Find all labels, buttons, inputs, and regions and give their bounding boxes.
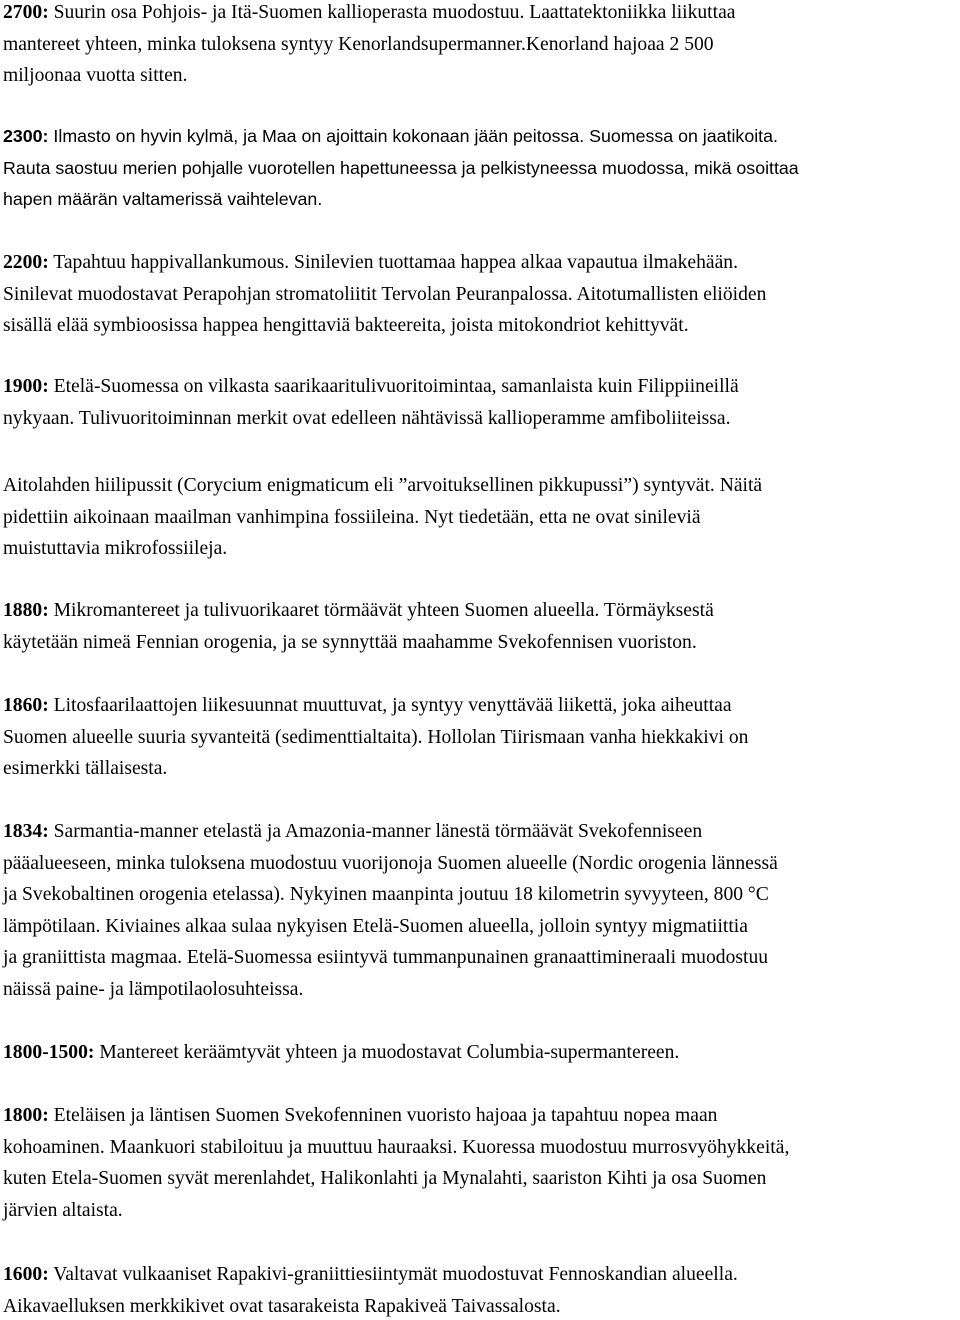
paragraph-2700 bbox=[3, 0, 735, 92]
paragraph-line bbox=[3, 1037, 679, 1069]
paragraph-1800 bbox=[3, 1100, 789, 1226]
year-label: 1880: bbox=[3, 600, 49, 621]
year-label: 2200: bbox=[3, 252, 49, 273]
paragraph-text: Mikromantereet ja tulivuorikaaret törmäävät yhteen Suomen alueella. Törmäyksestä bbox=[48, 600, 714, 621]
paragraph-line: Suomen alueelle suuria syvanteitä (sedimenttialtaita). Hollolan Tiirismaan vanha hiekkakivi on bbox=[3, 726, 749, 748]
year-label: 1900: bbox=[3, 376, 49, 397]
paragraph-2300 bbox=[3, 121, 799, 216]
paragraph-line bbox=[3, 247, 766, 279]
paragraph-line bbox=[3, 816, 778, 848]
paragraph-text: Ilmasto on hyvin kylmä, ja Maa on ajoittain kokonaan jään peitossa. Suomessa on jaatikoita. bbox=[48, 126, 778, 146]
paragraph-line: ja Svekobaltinen orogenia etelassa). Nykyinen maanpinta joutuu 18 kilometrin syvyyteen, 800 °C bbox=[3, 884, 769, 905]
year-label: 2700: bbox=[3, 2, 49, 23]
paragraph-line: lämpötilaan. Kiviaines alkaa sulaa nykyisen Etelä-Suomen alueella, jolloin syntyy migmatiittia bbox=[3, 915, 748, 937]
paragraph-line: sisällä elää symbioosissa happea hengittaviä bakteereita, joista mitokondriot kehittyvät. bbox=[3, 315, 689, 336]
paragraph-text: Tapahtuu happivallankumous. Sinilevien tuottamaa happea alkaa vapautua ilmakehään. bbox=[48, 252, 738, 273]
paragraph-1800-1500 bbox=[3, 1037, 679, 1069]
year-label: 1600: bbox=[3, 1264, 49, 1285]
paragraph-2200 bbox=[3, 247, 766, 342]
paragraph-text: Valtavat vulkaaniset Rapakivi-graniittiesiintymät muodostuvat Fennoskandian alueella. bbox=[48, 1264, 738, 1285]
year-label: 1800-1500: bbox=[3, 1042, 95, 1063]
paragraph-text: Suurin osa Pohjois- ja Itä-Suomen kallioperasta muodostuu. Laattatektoniikka liikuttaa bbox=[48, 2, 736, 23]
paragraph-text: Litosfaarilaattojen liikesuunnat muuttuvat, ja syntyy venyttävää liikettä, joka aiheuttaa bbox=[48, 695, 732, 716]
paragraph-line bbox=[3, 690, 748, 722]
paragraph-line: käytetään nimeä Fennian orogenia, ja se synnyttää maahamme Svekofennisen vuoriston. bbox=[3, 631, 697, 653]
paragraph-line: kuten Etela-Suomen syvät merenlahdet, Halikonlahti ja Mynalahti, saariston Kihti ja osa Suomen bbox=[3, 1168, 767, 1189]
paragraph-1900 bbox=[3, 371, 739, 434]
paragraph-line: Aikavaelluksen merkkikivet ovat tasarakeista Rapakiveä Taivassalosta. bbox=[3, 1295, 561, 1317]
paragraph-text: Mantereet keräämtyvät yhteen ja muodostavat Columbia-supermantereen. bbox=[94, 1042, 680, 1063]
paragraph-line: mantereet yhteen, minka tuloksena syntyy Kenorlandsupermanner.Kenorland hajoaa 2 500 bbox=[3, 33, 714, 55]
paragraph-line bbox=[3, 371, 739, 403]
paragraph-line: nykyaan. Tulivuoritoiminnan merkit ovat edelleen nähtävissä kallioperamme amfiboliiteissa. bbox=[3, 407, 731, 429]
paragraph-line bbox=[3, 0, 735, 29]
year-label: 2300: bbox=[3, 126, 49, 146]
paragraph-line: miljoonaa vuotta sitten. bbox=[3, 65, 188, 86]
paragraph-text: Eteläisen ja läntisen Suomen Svekofenninen vuoristo hajoaa ja tapahtuu nopea maan bbox=[48, 1105, 718, 1126]
paragraph-line: pidettiin aikoinaan maailman vanhimpina fossiileina. Nyt tiedetään, etta ne ovat sinileviä bbox=[3, 506, 701, 528]
paragraph-aitolahden bbox=[3, 470, 762, 565]
paragraph-text: Sarmantia-manner etelastä ja Amazonia-manner länestä törmäävät Svekofenniseen bbox=[48, 821, 703, 842]
paragraph-line bbox=[3, 1100, 789, 1132]
paragraph-line bbox=[3, 595, 714, 627]
paragraph-1834 bbox=[3, 816, 778, 1005]
paragraph-line: esimerkki tällaisesta. bbox=[3, 758, 168, 779]
paragraph-line: Aitolahden hiilipussit (Corycium enigmaticum eli ”arvoituksellinen pikkupussi”) syntyvät. Näitä bbox=[3, 475, 763, 496]
paragraph-line: näissä paine- ja lämpotilaolosuhteissa. bbox=[3, 978, 304, 1000]
paragraph-line: ja graniittista magmaa. Etelä-Suomessa esiintyvä tummanpunainen granaattimineraali muodostuu bbox=[3, 947, 769, 968]
paragraph-line bbox=[3, 121, 799, 153]
paragraph-line: Sinilevat muodostavat Perapohjan stromatoliitit Tervolan Peuranpalossa. Aitotumallisten eliöiden bbox=[3, 283, 767, 305]
year-label: 1860: bbox=[3, 695, 49, 716]
paragraph-line: hapen määrän valtamerissä vaihtelevan. bbox=[3, 189, 323, 209]
year-label: 1800: bbox=[3, 1105, 49, 1126]
year-label: 1834: bbox=[3, 821, 49, 842]
paragraph-line: Rauta saostuu merien pohjalle vuorotellen hapettuneessa ja pelkistyneessa muodossa, mikä osoittaa bbox=[3, 157, 799, 178]
paragraph-text: Etelä-Suomessa on vilkasta saarikaaritulivuoritoimintaa, samanlaista kuin Filippiineillä bbox=[48, 376, 739, 397]
paragraph-line bbox=[3, 1259, 738, 1291]
paragraph-line: järvien altaista. bbox=[3, 1199, 123, 1221]
paragraph-line: pääalueeseen, minka tuloksena muodostuu vuorijonoja Suomen alueelle (Nordic orogenia lännessä bbox=[3, 852, 778, 874]
paragraph-line: muistuttavia mikrofossiileja. bbox=[3, 538, 228, 559]
paragraph-line: kohoaminen. Maankuori stabiloituu ja muuttuu hauraaksi. Kuoressa muodostuu murrosvyöhykkeitä, bbox=[3, 1136, 790, 1158]
paragraph-1880 bbox=[3, 595, 714, 658]
paragraph-1860 bbox=[3, 690, 748, 785]
paragraph-1600 bbox=[3, 1259, 738, 1320]
